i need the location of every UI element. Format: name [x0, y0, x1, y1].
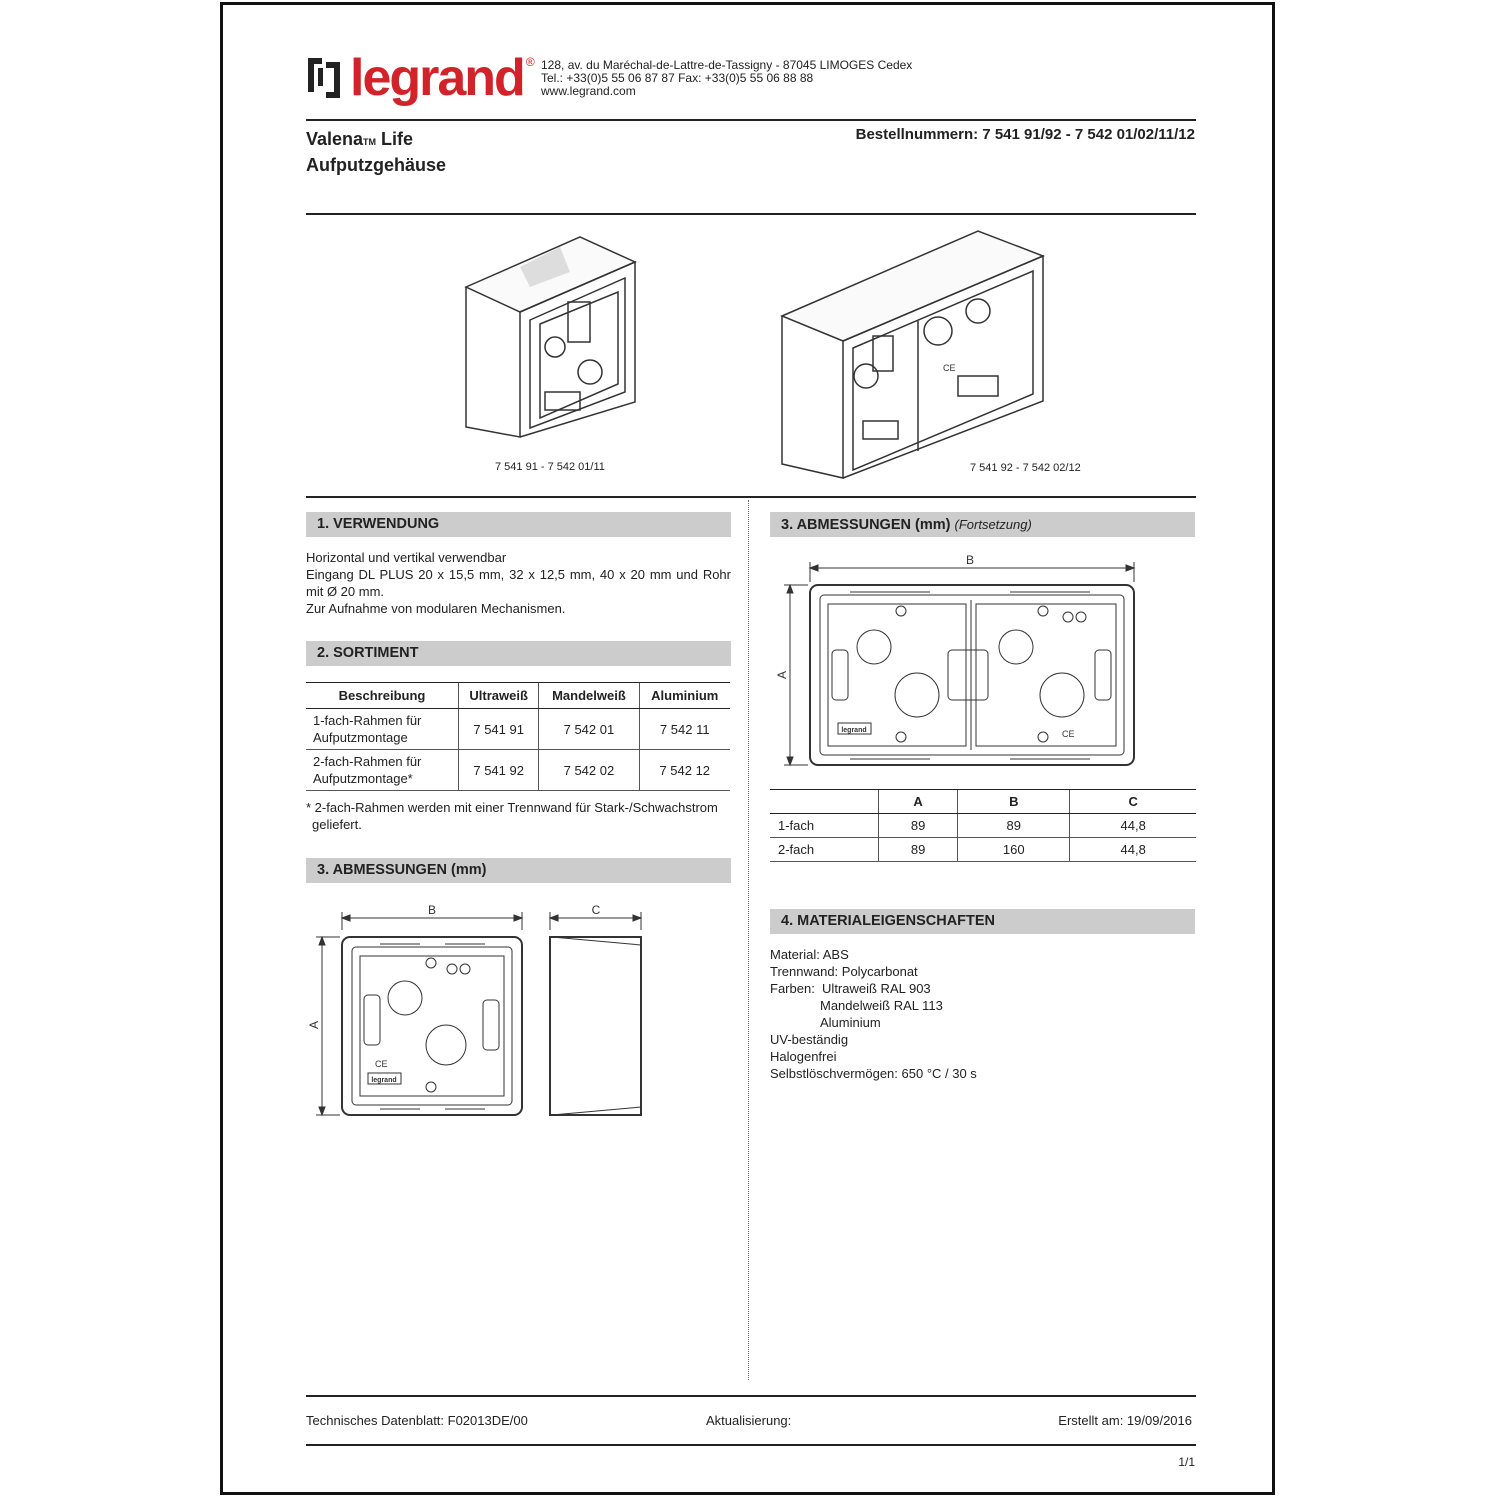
row-label: 1-fach: [770, 814, 879, 838]
heading-suffix: (Fortsetzung): [954, 517, 1032, 532]
cell-a: 89: [879, 814, 958, 838]
page-number: 1/1: [1178, 1455, 1195, 1469]
verwendung-text: [306, 549, 731, 617]
uv-line: UV-beständig: [770, 1032, 849, 1047]
section-heading-verwendung: 1. VERWENDUNG: [306, 512, 731, 537]
farben-line: Aluminium: [820, 1015, 881, 1030]
images-rule: [306, 496, 1196, 498]
column-header: Mandelweiß: [539, 683, 639, 709]
product-name: Valena: [306, 129, 364, 149]
company-address: [541, 59, 912, 98]
cell-c: 44,8: [1070, 838, 1196, 862]
table-header-row: [306, 683, 730, 709]
header-rule: [306, 119, 1196, 121]
mini-logo: legrand: [371, 1077, 397, 1084]
cell-b: 89: [958, 814, 1070, 838]
column-header: Aluminium: [639, 683, 730, 709]
caption-double-box: 7 541 92 - 7 542 02/12: [970, 462, 1081, 474]
dim-label-c: C: [591, 903, 601, 917]
column-header: B: [958, 790, 1070, 814]
dimension-drawing-single: [300, 900, 650, 1125]
address-line: 128, av. du Maréchal-de-Lattre-de-Tassigny - 87045 LIMOGES Cedex: [541, 58, 913, 72]
column-separator: [748, 500, 749, 1380]
verwendung-line: Eingang DL PLUS 20 x 15,5 mm, 32 x 12,5 mm, 40 x 20 mm und Rohr mit Ø 20 mm.: [306, 567, 731, 599]
datasheet-number: Technisches Datenblatt: F02013DE/00: [306, 1413, 528, 1428]
dim-label-a: A: [307, 1020, 321, 1030]
cell-ultraweiss: 7 541 92: [459, 750, 539, 791]
created-date: Erstellt am: 19/09/2016: [1058, 1413, 1192, 1428]
mini-logo-double: legrand: [841, 727, 867, 734]
title-rule: [306, 213, 1196, 215]
ce-mark-double: CE: [1062, 729, 1075, 739]
column-header: A: [879, 790, 958, 814]
column-header: [770, 790, 879, 814]
row-description: 1-fach-Rahmen für Aufputzmontage: [306, 709, 459, 750]
dimensions-table: [770, 789, 1196, 862]
column-header: Ultraweiß: [459, 683, 539, 709]
cell-a: 89: [879, 838, 958, 862]
section-heading-abmessungen: 3. ABMESSUNGEN (mm): [306, 858, 731, 883]
updated-label: Aktualisierung:: [706, 1413, 792, 1428]
table-row: [770, 838, 1196, 862]
material-line: Material: ABS: [770, 947, 849, 962]
table-row: [306, 750, 730, 791]
verwendung-line: Zur Aufnahme von modularen Mechanismen.: [306, 601, 566, 616]
table-row: [770, 814, 1196, 838]
farben-line: Farben: Ultraweiß RAL 903: [770, 981, 931, 996]
table-header-row: [770, 790, 1196, 814]
selbstloesch-line: Selbstlöschvermögen: 650 °C / 30 s: [770, 1066, 977, 1081]
phone-line: Tel.: +33(0)5 55 06 87 87 Fax: +33(0)5 55 06 88 88: [541, 71, 814, 85]
registered-mark: ®: [525, 55, 535, 69]
product-title: [306, 126, 446, 178]
row-description: 2-fach-Rahmen für Aufputzmontage*: [306, 750, 459, 791]
caption-single-box: 7 541 91 - 7 542 01/11: [495, 461, 605, 473]
dim-label-a-double: A: [775, 670, 789, 680]
cell-ultraweiss: 7 541 91: [459, 709, 539, 750]
verwendung-line: Horizontal und vertikal verwendbar: [306, 550, 507, 565]
cell-b: 160: [958, 838, 1070, 862]
website-line: www.legrand.com: [541, 84, 636, 98]
sortiment-table: [306, 682, 730, 791]
ce-mark: CE: [375, 1059, 388, 1069]
trademark: TM: [363, 137, 377, 147]
row-label: 2-fach: [770, 838, 879, 862]
brand-wordmark: legrand: [350, 49, 524, 107]
halogen-line: Halogenfrei: [770, 1049, 837, 1064]
dimension-drawing-double: [770, 550, 1140, 770]
dim-label-b: B: [427, 903, 437, 917]
product-line: Life: [376, 129, 414, 149]
cell-aluminium: 7 542 11: [639, 709, 730, 750]
double-box-illustration: [778, 226, 1048, 482]
footer-rule-top: [306, 1395, 1196, 1397]
single-box-illustration: [460, 232, 645, 442]
footer-rule-bottom: [306, 1444, 1196, 1446]
dim-label-b-double: B: [965, 553, 975, 567]
order-numbers: Bestellnummern: 7 541 91/92 - 7 542 01/02/11/12: [855, 126, 1195, 143]
material-list: [770, 946, 977, 1082]
cell-mandelweiss: 7 542 01: [539, 709, 639, 750]
legrand-logo-icon: [306, 56, 342, 100]
section-heading-abmessungen-cont: 3. ABMESSUNGEN (mm) (Fortsetzung): [770, 512, 1195, 537]
product-subtitle: Aufputzgehäuse: [306, 155, 447, 175]
farben-line: Mandelweiß RAL 113: [820, 998, 943, 1013]
sortiment-footnote: * 2-fach-Rahmen werden mit einer Trennwand für Stark-/Schwachstrom geliefert.: [306, 800, 718, 832]
section-heading-sortiment: 2. SORTIMENT: [306, 641, 731, 666]
cell-mandelweiss: 7 542 02: [539, 750, 639, 791]
ce-mark-illustration: CE: [943, 363, 956, 373]
section-heading-materialeigenschaften: 4. MATERIALEIGENSCHAFTEN: [770, 909, 1195, 934]
cell-aluminium: 7 542 12: [639, 750, 730, 791]
legrand-logo: [306, 49, 535, 107]
table-row: [306, 709, 730, 750]
column-header: C: [1070, 790, 1196, 814]
cell-c: 44,8: [1070, 814, 1196, 838]
trennwand-line: Trennwand: Polycarbonat: [770, 964, 918, 979]
column-header: Beschreibung: [306, 683, 459, 709]
